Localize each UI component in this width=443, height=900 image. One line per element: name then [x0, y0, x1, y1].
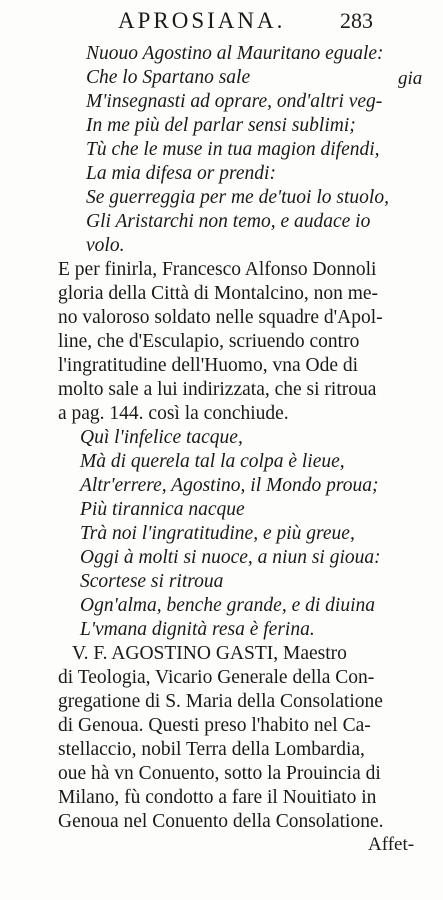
text-line: oue hà vn Conuento, sotto la Prouincia di — [58, 763, 381, 784]
text-line: no valoroso soldato nelle squadre d'Apol- — [58, 307, 383, 328]
text-line: di Teologia, Vicario Generale della Con- — [58, 667, 375, 688]
text-line: Nuouo Agostino al Mauritano eguale: — [86, 43, 384, 64]
text-line: Oggi à molti si nuoce, a niun si gioua: — [80, 547, 381, 568]
text-line: L'vmana dignità resa è ferina. — [80, 619, 315, 640]
text-line: Gli Aristarchi non temo, e audace io — [86, 211, 371, 232]
text-line: volo. — [86, 235, 125, 256]
text-line: Tù che le muse in tua magion difendi, — [86, 139, 380, 160]
text-line: molto sale a lui indirizzata, che si ritroua — [58, 379, 377, 400]
text-line: In me più del parlar sensi sublimi; — [86, 115, 356, 136]
catchword: Affet- — [368, 834, 415, 855]
text-line: line, che d'Esculapio, scriuendo contro — [58, 331, 360, 352]
text-line: E per finirla, Francesco Alfonso Donnoli — [58, 259, 377, 280]
text-line: Che lo Spartano sale — [86, 67, 251, 88]
text-line: Milano, fù condotto a fare il Nouitiato in — [58, 787, 377, 808]
text-line: l'ingratitudine dell'Huomo, vna Ode di — [58, 355, 359, 376]
text-line: Se guerreggia per me de'tuoi lo stuolo, — [86, 187, 389, 208]
text-line: V. F. AGOSTINO GASTI, Maestro — [72, 643, 347, 664]
text-line: Trà noi l'ingratitudine, e più greue, — [80, 523, 355, 544]
text-line: Quì l'infelice tacque, — [80, 427, 243, 448]
text-line: La mia difesa or prendi: — [86, 163, 276, 184]
text-line: stellaccio, nobil Terra della Lombardia, — [58, 739, 365, 760]
text-line: Scortese si ritroua — [80, 571, 224, 592]
margin-fragment: gia — [398, 68, 423, 89]
text-line: Altr'errere, Agostino, il Mondo proua; — [80, 475, 379, 496]
text-line: Ogn'alma, benche grande, e di diuina — [80, 595, 375, 616]
page-number: 283 — [340, 8, 373, 33]
text-line: Genoua nel Conuento della Consolatione. — [58, 811, 384, 832]
text-line: gregatione di S. Maria della Consolatione — [58, 691, 383, 712]
text-line: Più tirannica nacque — [80, 499, 245, 520]
text-line: di Genoua. Questi preso l'habito nel Ca- — [58, 715, 371, 736]
text-line: a pag. 144. così la conchiude. — [58, 403, 289, 424]
page-header — [0, 8, 443, 38]
text-line: gloria della Città di Montalcino, non me- — [58, 283, 379, 304]
text-line: Mà di querela tal la colpa è lieue, — [80, 451, 345, 472]
text-line: M'insegnasti ad oprare, ond'altri veg- — [86, 91, 383, 112]
running-head: APROSIANA. — [118, 8, 286, 33]
